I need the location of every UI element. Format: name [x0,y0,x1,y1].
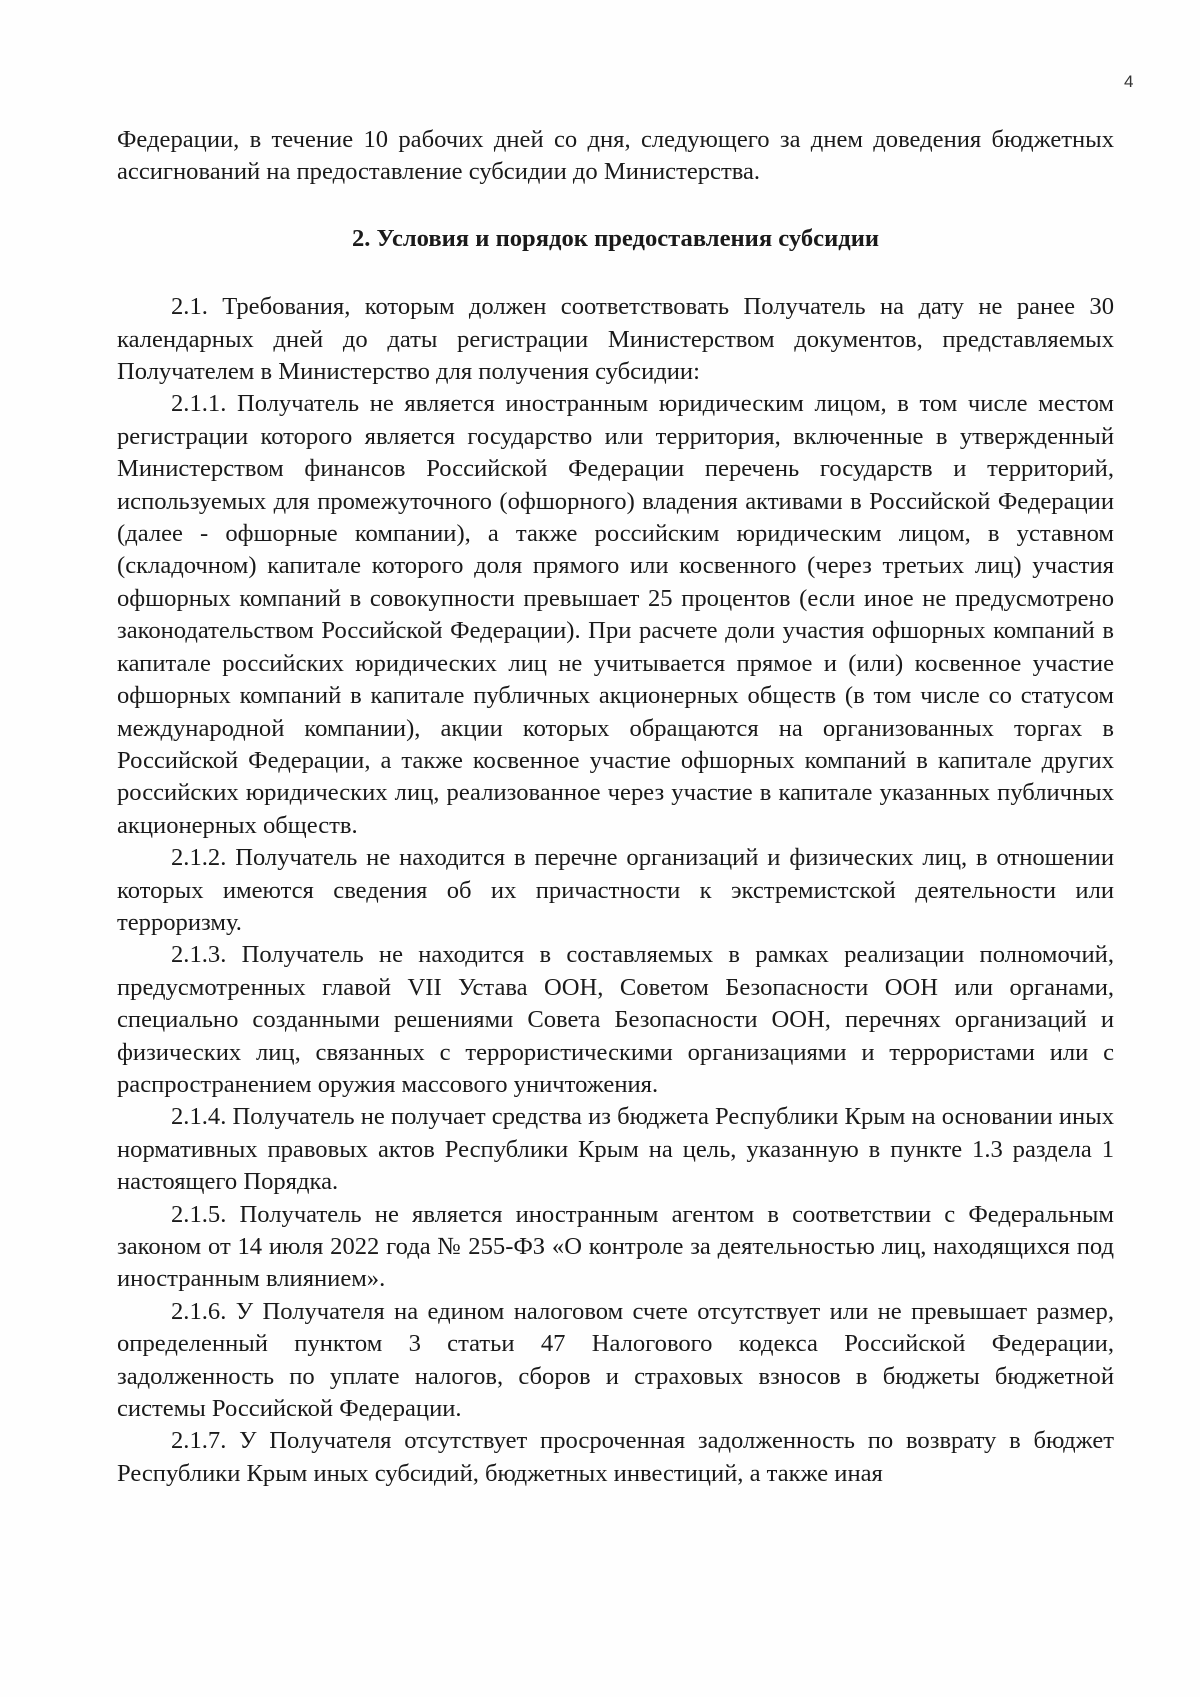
page-number: 4 [1124,72,1134,91]
paragraph-2-1-7: 2.1.7. У Получателя отсутствует просроченная задолженность по возврату в бюджет Республики Крым иных субсидий, бюджетных инвестиций, а также иная [117,1427,1114,1487]
paragraph-2-1: 2.1. Требования, которым должен соответствовать Получатель на дату не ранее 30 календарных дней до даты регистрации Министерством документов, представляемых Получателем в Министерство для получения субсидии: [117,293,1114,386]
paragraph-2-1-2: 2.1.2. Получатель не находится в перечне организаций и физических лиц, в отношении которых имеются сведения об их причастности к экстремистской деятельности или терроризму. [117,844,1114,936]
paragraph-2-1-6: 2.1.6. У Получателя на едином налоговом счете отсутствует или не превышает размер, определенный пунктом 3 статьи 47 Налогового кодекса Российской Федерации, задолженность по уплате налогов, сборов и страховых взносов в бюджеты бюджетной системы Российской Федерации. [117,1297,1114,1423]
section-title: 2. Условия и порядок предоставления субсидии [351,224,880,252]
paragraph-2-1-3: 2.1.3. Получатель не находится в составляемых в рамках реализации полномочий, предусмотренных главой VII Устава ООН, Советом Безопасности ООН или органами, специально созданными решениями Совета Безопасности ООН, перечнях организаций и физических лиц, связанных с террористическими организациями и террористами или с распространением оружия массового уничтожения. [117,941,1114,1098]
paragraph-2-1-1: 2.1.1. Получатель не является иностранным юридическим лицом, в том числе местом регистрации которого является государство или территория, включенные в утвержденный Министерством финансов Российской Федерации перечень государств и территорий, используемых для промежуточного (офшорного) владения активами в Российской Федерации (далее - офшорные компании), а также российским юридическим лицом, в уставном (складочном) капитале которого доля прямого или косвенного (через третьих лиц) участия офшорных компаний в совокупности превышает 25 процентов (если иное не предусмотрено законодательством Российской Федерации). При расчете доли участия офшорных компаний в капитале российских юридических лиц не учитывается прямое и (или) косвенное участие офшорных компаний в капитале публичных акционерных обществ (в том числе со статусом международной компании), акции которых обращаются на организованных торгах в Российской Федерации, а также косвенное участие офшорных компаний в капитале других российских юридических лиц, реализованное через участие в капитале указанных публичных акционерных обществ. [117,390,1114,839]
intro-paragraph: Федерации, в течение 10 рабочих дней со дня, следующего за днем доведения бюджетных ассигнований на предоставление субсидии до Министерства. [117,126,1114,186]
paragraph-2-1-4: 2.1.4. Получатель не получает средства из бюджета Республики Крым на основании иных нормативных правовых актов Республики Крым на цель, указанную в пункте 1.3 раздела 1 настоящего Порядка. [117,1103,1114,1196]
document-body [117,124,1114,1490]
paragraph-2-1-5: 2.1.5. Получатель не является иностранным агентом в соответствии с Федеральным законом от 14 июля 2022 года № 255-ФЗ «О контроле за деятельностью лиц, находящихся под иностранным влиянием». [117,1200,1114,1293]
